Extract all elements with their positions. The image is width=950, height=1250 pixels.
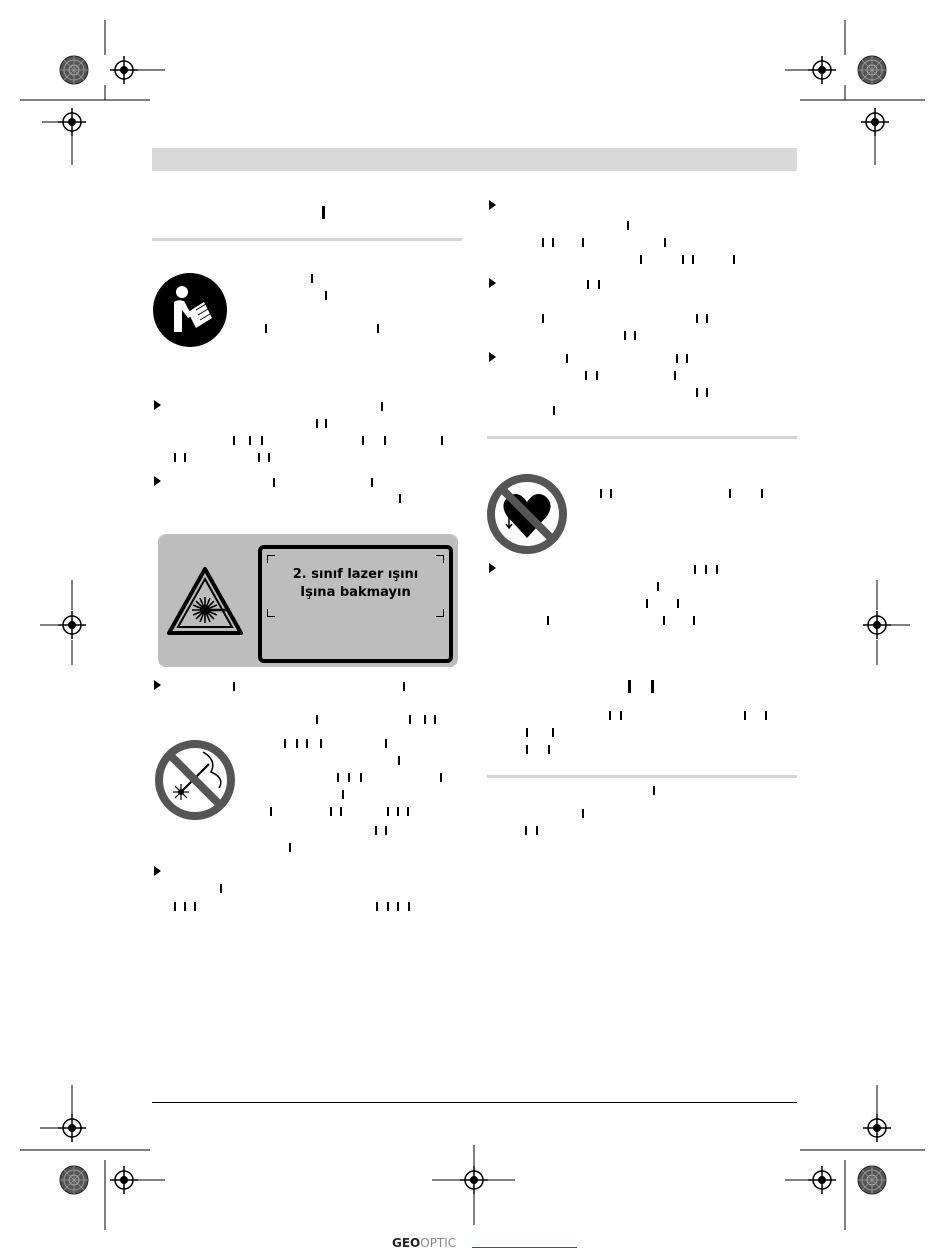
crosshair-mark-left-upper <box>58 108 86 136</box>
glyph-fragment <box>330 807 332 816</box>
starburst-mark-bottom-right <box>858 1166 886 1194</box>
glyph-fragment <box>706 314 708 323</box>
glyph-fragment <box>174 902 176 911</box>
glyph-fragment <box>289 843 291 852</box>
glyph-fragment <box>547 616 549 625</box>
glyph-fragment <box>316 715 318 724</box>
glyph-fragment <box>585 371 587 380</box>
glyph-fragment <box>233 436 235 445</box>
glyph-fragment <box>381 402 383 411</box>
glyph-fragment <box>696 314 698 323</box>
glyph-fragment <box>664 238 666 247</box>
frame-corner <box>267 609 275 617</box>
glyph-fragment <box>407 807 409 816</box>
frame-corner <box>267 555 275 563</box>
glyph-fragment <box>320 739 322 748</box>
glyph-fragment <box>384 436 386 445</box>
glyph-fragment <box>686 354 688 363</box>
glyph-fragment <box>408 902 410 911</box>
glyph-fragment <box>360 773 362 782</box>
glyph-fragment <box>377 324 379 333</box>
glyph-fragment <box>694 565 696 574</box>
section-divider <box>152 238 462 241</box>
triangle-bullet-icon <box>489 278 496 288</box>
page-header-bar <box>152 148 797 171</box>
glyph-fragment <box>220 884 222 893</box>
section-divider <box>487 436 797 439</box>
glyph-fragment <box>375 826 377 835</box>
starburst-mark-top-right <box>858 56 886 84</box>
crosshair-mark-right-middle <box>863 611 891 639</box>
glyph-fragment <box>399 494 401 503</box>
triangle-bullet-icon <box>489 352 496 362</box>
glyph-fragment <box>322 206 325 219</box>
laser-warning-triangle-icon <box>166 566 244 636</box>
glyph-fragment <box>387 807 389 816</box>
frame-corner <box>436 609 444 617</box>
brand-part-geo: GEO <box>392 1236 421 1250</box>
glyph-fragment <box>733 255 735 264</box>
glyph-fragment <box>325 291 327 300</box>
glyph-fragment <box>610 489 612 498</box>
glyph-fragment <box>376 902 378 911</box>
do-not-stare-text: Işına bakmayın <box>300 585 411 600</box>
glyph-fragment <box>525 826 527 835</box>
triangle-bullet-icon <box>154 680 161 690</box>
glyph-fragment <box>397 807 399 816</box>
triangle-bullet-icon <box>489 563 496 573</box>
glyph-fragment <box>265 324 267 333</box>
glyph-fragment <box>316 419 318 428</box>
glyph-fragment <box>424 715 426 724</box>
glyph-fragment <box>403 682 405 691</box>
glyph-fragment <box>440 773 442 782</box>
glyph-fragment <box>542 314 544 323</box>
crosshair-mark-left-lower <box>58 1114 86 1142</box>
glyph-fragment <box>342 790 344 799</box>
glyph-fragment <box>542 238 544 247</box>
glyph-fragment <box>627 221 629 230</box>
glyph-fragment <box>705 565 707 574</box>
footer-brand-logo <box>392 1236 456 1250</box>
glyph-fragment <box>566 354 568 363</box>
glyph-fragment <box>657 582 659 591</box>
glyph-fragment <box>596 371 598 380</box>
glyph-fragment <box>536 826 538 835</box>
footer-link-underline[interactable] <box>472 1247 577 1248</box>
glyph-fragment <box>184 902 186 911</box>
glyph-fragment <box>441 436 443 445</box>
glyph-fragment <box>348 773 350 782</box>
glyph-fragment <box>582 809 584 818</box>
laser-class-text: 2. sınıf lazer ışını <box>292 567 419 582</box>
glyph-fragment <box>306 739 308 748</box>
glyph-fragment <box>362 436 364 445</box>
glyph-fragment <box>634 331 636 340</box>
glyph-fragment <box>628 680 631 693</box>
glyph-fragment <box>249 436 251 445</box>
glyph-fragment <box>397 902 399 911</box>
glyph-fragment <box>676 354 678 363</box>
glyph-fragment <box>620 711 622 720</box>
glyph-fragment <box>765 711 767 720</box>
glyph-fragment <box>296 739 298 748</box>
glyph-fragment <box>548 745 550 754</box>
glyph-fragment <box>653 786 655 795</box>
section-divider <box>487 775 797 778</box>
triangle-bullet-icon <box>154 400 161 410</box>
crosshair-mark-bottom-center <box>460 1166 488 1194</box>
glyph-fragment <box>696 388 698 397</box>
glyph-fragment <box>692 255 694 264</box>
glyph-fragment <box>174 453 176 462</box>
glyph-fragment <box>761 489 763 498</box>
glyph-fragment <box>371 478 373 487</box>
glyph-fragment <box>663 616 665 625</box>
glyph-fragment <box>385 826 387 835</box>
laser-warning-text-box <box>258 545 453 663</box>
starburst-mark-bottom-left <box>60 1166 88 1194</box>
glyph-fragment <box>682 255 684 264</box>
glyph-fragment <box>693 616 695 625</box>
triangle-bullet-icon <box>154 866 161 876</box>
glyph-fragment <box>258 453 260 462</box>
glyph-fragment <box>311 274 313 283</box>
glyph-fragment <box>552 728 554 737</box>
no-stare-laser-icon <box>153 738 237 822</box>
glyph-fragment <box>706 388 708 397</box>
glyph-fragment <box>284 739 286 748</box>
glyph-fragment <box>716 565 718 574</box>
glyph-fragment <box>194 902 196 911</box>
glyph-fragment <box>385 739 387 748</box>
glyph-fragment <box>651 680 654 693</box>
glyph-fragment <box>552 238 554 247</box>
read-manual-icon <box>152 272 228 348</box>
glyph-fragment <box>677 599 679 608</box>
glyph-fragment <box>398 756 400 765</box>
glyph-fragment <box>640 255 642 264</box>
glyph-fragment <box>325 419 327 428</box>
glyph-fragment <box>273 478 275 487</box>
no-pacemaker-icon <box>485 472 569 556</box>
glyph-fragment <box>340 807 342 816</box>
glyph-fragment <box>598 280 600 289</box>
glyph-fragment <box>624 331 626 340</box>
glyph-fragment <box>233 682 235 691</box>
glyph-fragment <box>526 745 528 754</box>
glyph-fragment <box>526 728 528 737</box>
glyph-fragment <box>609 711 611 720</box>
glyph-fragment <box>387 902 389 911</box>
glyph-fragment <box>646 599 648 608</box>
starburst-mark-top-left <box>60 56 88 84</box>
glyph-fragment <box>270 807 272 816</box>
frame-corner <box>436 555 444 563</box>
glyph-fragment <box>600 489 602 498</box>
brand-part-optic: OPTIC <box>420 1236 457 1250</box>
crosshair-mark-right-lower <box>863 1114 891 1142</box>
glyph-fragment <box>729 489 731 498</box>
glyph-fragment <box>184 453 186 462</box>
glyph-fragment <box>268 453 270 462</box>
glyph-fragment <box>674 371 676 380</box>
glyph-fragment <box>434 715 436 724</box>
crosshair-mark-right-upper <box>861 108 889 136</box>
glyph-fragment <box>744 711 746 720</box>
glyph-fragment <box>553 406 555 415</box>
crosshair-mark-left-middle <box>58 611 86 639</box>
glyph-fragment <box>409 715 411 724</box>
triangle-bullet-icon <box>154 476 161 486</box>
footer-rule <box>152 1102 797 1103</box>
glyph-fragment <box>261 436 263 445</box>
glyph-fragment <box>582 238 584 247</box>
triangle-bullet-icon <box>489 200 496 210</box>
glyph-fragment <box>587 280 589 289</box>
glyph-fragment <box>337 773 339 782</box>
